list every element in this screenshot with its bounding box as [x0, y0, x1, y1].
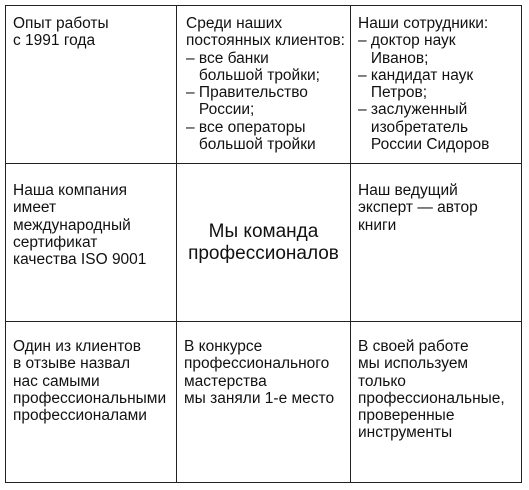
central-claim-line: профессионалов [188, 242, 339, 264]
cell-text-line: проверенные [358, 407, 455, 425]
cell-text-line: мы заняли 1-е место [184, 389, 335, 407]
cell-text-line: мастерства [184, 372, 267, 390]
cell-text-line: Иванов; [358, 49, 429, 67]
cell-text-line: эксперт — автор [358, 199, 478, 217]
cell-experience [13, 15, 173, 50]
cell-text-line: Один из клиентов [13, 338, 141, 355]
cell-text-line: большой тройки; [186, 66, 320, 84]
cell-text-line: Наша компания [13, 182, 128, 199]
cell-text-line: Наш ведущий [358, 182, 458, 199]
cell-text-line: профессиональные, [358, 389, 505, 407]
cell-text-line: постоянных клиентов: [186, 32, 345, 50]
cell-text-line: Петров; [358, 84, 428, 102]
cell-text-line: профессионалами [13, 407, 147, 425]
cell-text-line: профессиональными [13, 389, 167, 407]
cell-text-line: нас самыми [13, 372, 100, 390]
cell-text-line: с 1991 года [13, 32, 96, 50]
cell-tools [358, 338, 520, 442]
cell-text-line: России Сидоров [358, 136, 490, 154]
cell-text-line: – кандидат наук [358, 66, 474, 84]
central-claim-text [188, 221, 339, 265]
cell-text-line: сертификат [13, 233, 98, 251]
column-divider-2 [350, 6, 351, 482]
cell-client-review [13, 338, 175, 424]
cell-employees [358, 15, 520, 153]
cell-contest [184, 338, 348, 407]
cell-text-line: большой тройки [186, 136, 316, 154]
cell-text-line: мы используем [358, 355, 469, 373]
cell-central-claim [177, 164, 350, 321]
quality-argument-table [5, 5, 522, 483]
cell-text-line: профессионального [184, 355, 330, 373]
cell-text-line: в отзыве назвал [13, 355, 130, 373]
cell-text-line: – заслуженный [358, 101, 468, 119]
cell-text-line: Среди наших [186, 15, 283, 32]
cell-text-line: международный [13, 216, 131, 234]
cell-text-line: – Правительство [186, 84, 308, 102]
cell-text-line: только [358, 372, 406, 390]
cell-clients [186, 15, 348, 153]
cell-expert [358, 182, 520, 234]
cell-certificate [13, 182, 173, 268]
cell-text-line: изобретатель [358, 118, 469, 136]
central-claim-line: Мы команда [208, 220, 319, 242]
cell-text-line: – доктор наук [358, 32, 456, 50]
cell-text-line: – все операторы [186, 118, 306, 136]
cell-text-line: – все банки [186, 49, 269, 67]
row-divider-2 [6, 321, 521, 322]
cell-text-line: качества ISO 9001 [13, 251, 147, 269]
cell-text-line: имеет [13, 199, 57, 217]
cell-text-line: В конкурсе [184, 338, 263, 355]
cell-text-line: Опыт работы [13, 15, 109, 32]
cell-text-line: книги [358, 216, 397, 234]
cell-text-line: В своей работе [358, 338, 469, 355]
cell-text-line: инструменты [358, 424, 453, 442]
cell-text-line: Наши сотрудники: [358, 15, 489, 32]
cell-text-line: России; [186, 101, 255, 119]
